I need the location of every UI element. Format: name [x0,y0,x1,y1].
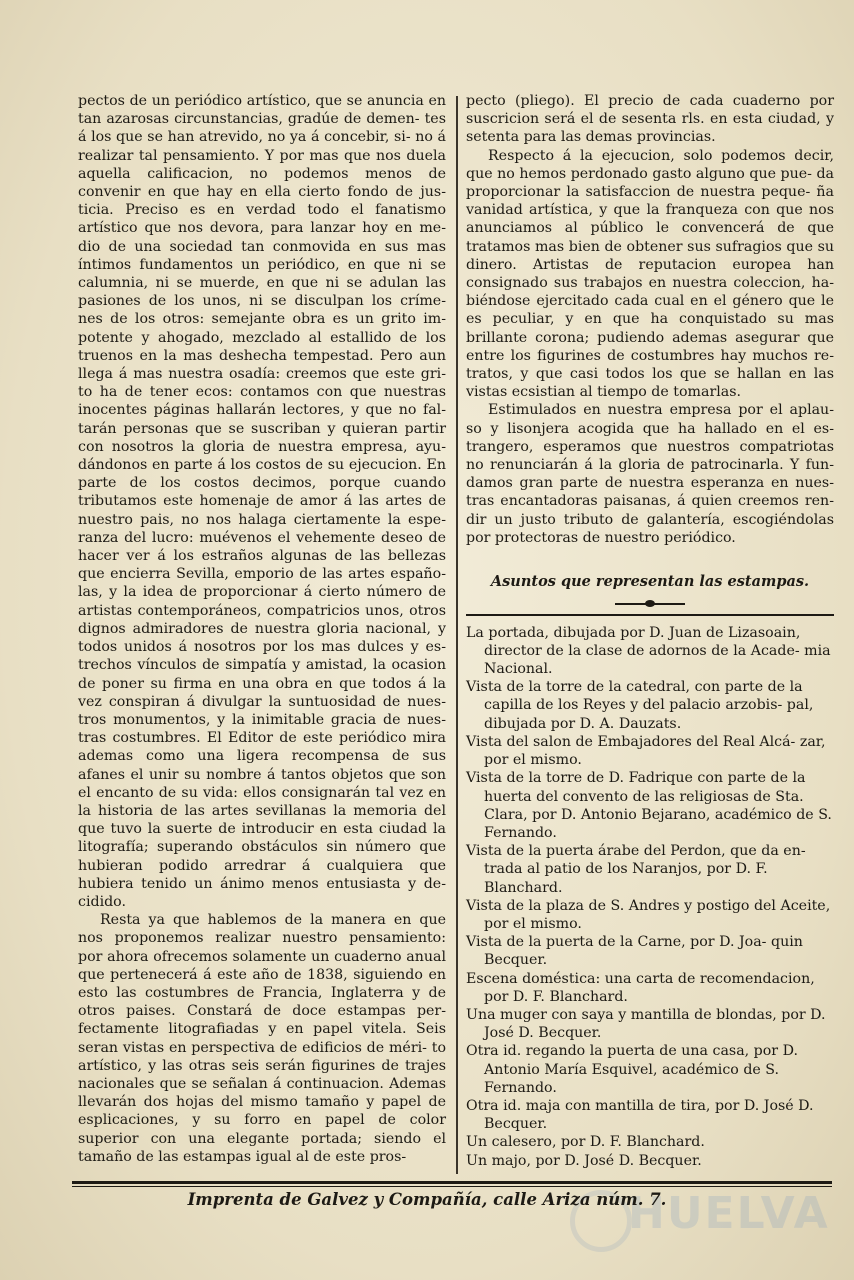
ornament-divider [615,599,685,608]
watermark: HUELVA [628,1188,830,1239]
list-item: Escena doméstica: una carta de recomendacion, por D. F. Blanchard. [466,970,815,1005]
paragraph: pecto (pliego). El precio de cada cuaderno por suscricion será el de sesenta rls. en esta ciudad, y setenta para las demas provincias. [466,93,834,146]
list-item: Otra id. maja con mantilla de tira, por D. José D. Becquer. [466,1097,814,1133]
paragraph: Resta ya que hablemos de la manera en que nos proponemos realizar nuestro pensamiento: por ahora ofrecemos solamente un cuaderno anual que pertenecerá á este año de 1838, siguiendo en esto las costumbres de Francia, Inglaterra y de otros paises. Constará de doce estampas per- fectamente litografiadas y en papel vitela. Seis seran vistas en perspectiva de edificios de méri- to artístico, y las otras seis serán figurines de trajes nacionales que se señalan á continuacion. Ademas llevarán dos hojas del mismo tamaño y papel de esplicaciones, y su forro en papel de color superior con una elegante portada; siendo el tamaño de las estampas igual al de este pros- [78,912,446,1165]
list-item: Un majo, por D. José D. Becquer. [466,1152,702,1169]
paragraph: pectos de un periódico artístico, que se anuncia en tan azarosas circunstancias, gradúe de demen- tes á los que se han atrevido, no ya á concebir, si- no á realizar tal pensamiento. Y por mas que nos duela aquella calificacion, no podemos menos de convenir en que hay en ella cierto fondo de jus- ticia. Preciso es en verdad todo el fanatismo artístico que nos devora, para lanzar hoy en me- dio de una sociedad tan conmovida en sus mas íntimos fundamentos un periódico, en que ni se calumnia, ni se muerde, en que ni se adulan las pasiones de los unos, ni se disculpan los críme- nes de los otros: semejante obra es un grito im- potente y ahogado, mezclado al estallido de los truenos en la mas deshecha tempestad. Pero aun llega á mas nuestra osadía: creemos que este gri- to ha de tener ecos: contamos con que nuestras inocentes páginas hallarán lectores, y que no fal- tarán personas que se suscriban y quieran partir con nosotros la gloria de nuestra empresa, ayu- dándonos en parte á los costos de su ejecucion. En parte de los costos decimos, porque cuando tributamos este homenaje de amor á las artes de nuestro pais, no nos halaga ciertamente la espe- ranza del lucro: muévenos el vehemente deseo de hacer ver á los estraños algunas de las bellezas que encierra Sevilla, emporio de las artes españo- las, y la idea de proporcionar á cierto número de artistas contemporáneos, compatricios unos, otros dignos admiradores de nuestra gloria nacional, y todos unidos á nosotros por los mas dulces y es- trechos vínculos de simpatía y amistad, la ocasion de poner su firma en una obra en que todos á la vez conspiran á divulgar la suntuosidad de nues- tros monumentos, y la inimitable gracia de nues- tras costumbres. El Editor de este periódico mira ademas como una ligera recompensa de sus afanes el unir su nombre á tantos objetos que son el encanto de su vida: ellos consignarán tal vez en la historia de las artes sevillanas la memoria del que tuvo la suerte de introducir en esta ciudad la litografía; superando obstáculos sin número que hubieran podido arredrar á cualquiera que hubiera tenido un ánimo menos entusiasta y de- cidido. [78,93,446,910]
footer-rule-thin [72,1186,832,1187]
column-divider [456,96,458,1174]
divider [466,614,834,615]
list-item: Vista de la plaza de S. Andres y postigo del Aceite, por el mismo. [466,897,831,932]
section-subtitle: Asuntos que representan las estampas. [490,573,810,591]
list-item: Vista de la puerta árabe del Perdon, que da en- trada al patio de los Naranjos, por D. F. Blanchard. [466,843,806,896]
list-item: Otra id. regando la puerta de una casa, por D. Antonio María Esquivel, académico de S. Fernando. [466,1043,798,1096]
footer-rule [72,1181,832,1184]
imprint-line: Imprenta de Galvez y Compañía, calle Ariza núm. 7. [187,1190,667,1209]
list-item: Vista del salon de Embajadores del Real Alcá- zar, por el mismo. [466,733,826,769]
plates-list [466,624,834,1170]
list-item: La portada, dibujada por D. Juan de Lizasoain, director de la clase de adornos de la Acade- mia Nacional. [466,624,831,678]
list-item: Vista de la puerta de la Carne, por D. Joa- quin Becquer. [466,934,803,969]
list-item: Una muger con saya y mantilla de blondas, por D. José D. Becquer. [466,1006,826,1042]
right-column [466,92,834,1170]
paragraph: Respecto á la ejecucion, solo podemos decir, que no hemos perdonado gasto alguno que pue- da proporcionar la satisfaccion de nuestra peque- ña vanidad artística, y que la franqueza con que nos anunciamos al público le convencerá de que tratamos mas bien de obtener sus sufragios que su dinero. Artistas de reputacion europea han consignado sus trabajos en nuestra coleccion, ha- biéndose ejercitado cada cual en el género que le es peculiar, y en que ha conquistado su mas brillante corona; pudiendo ademas asegurar que entre los figurines de costumbres hay muchos re- tratos, y que casi todos los que se hallan en las vistas ecsistian al tiempo de tomarlas. [466,147,834,401]
left-column [78,92,446,1166]
list-item: Un calesero, por D. F. Blanchard. [466,1134,705,1151]
list-item: Vista de la torre de D. Fadrique con parte de la huerta del convento de las religiosas de Sta. Clara, por D. Antonio Bejarano, académico de S. Fernando. [466,770,832,841]
paragraph: Estimulados en nuestra empresa por el aplau- so y lisonjera acogida que ha hallado en el es- trangero, esperamos que nuestros compatriotas no renunciarán á la gloria de patrocinarla. Y fun- damos gran parte de nuestra esperanza en nues- tras encantadoras paisanas, á quien creemos ren- dir un justo tributo de galantería, escogiéndolas por protectoras de nuestro periódico. [466,402,834,546]
list-item: Vista de la torre de la catedral, con parte de la capilla de los Reyes y del palacio arzobis- pal, dibujada por D. A. Dauzats. [466,679,814,732]
